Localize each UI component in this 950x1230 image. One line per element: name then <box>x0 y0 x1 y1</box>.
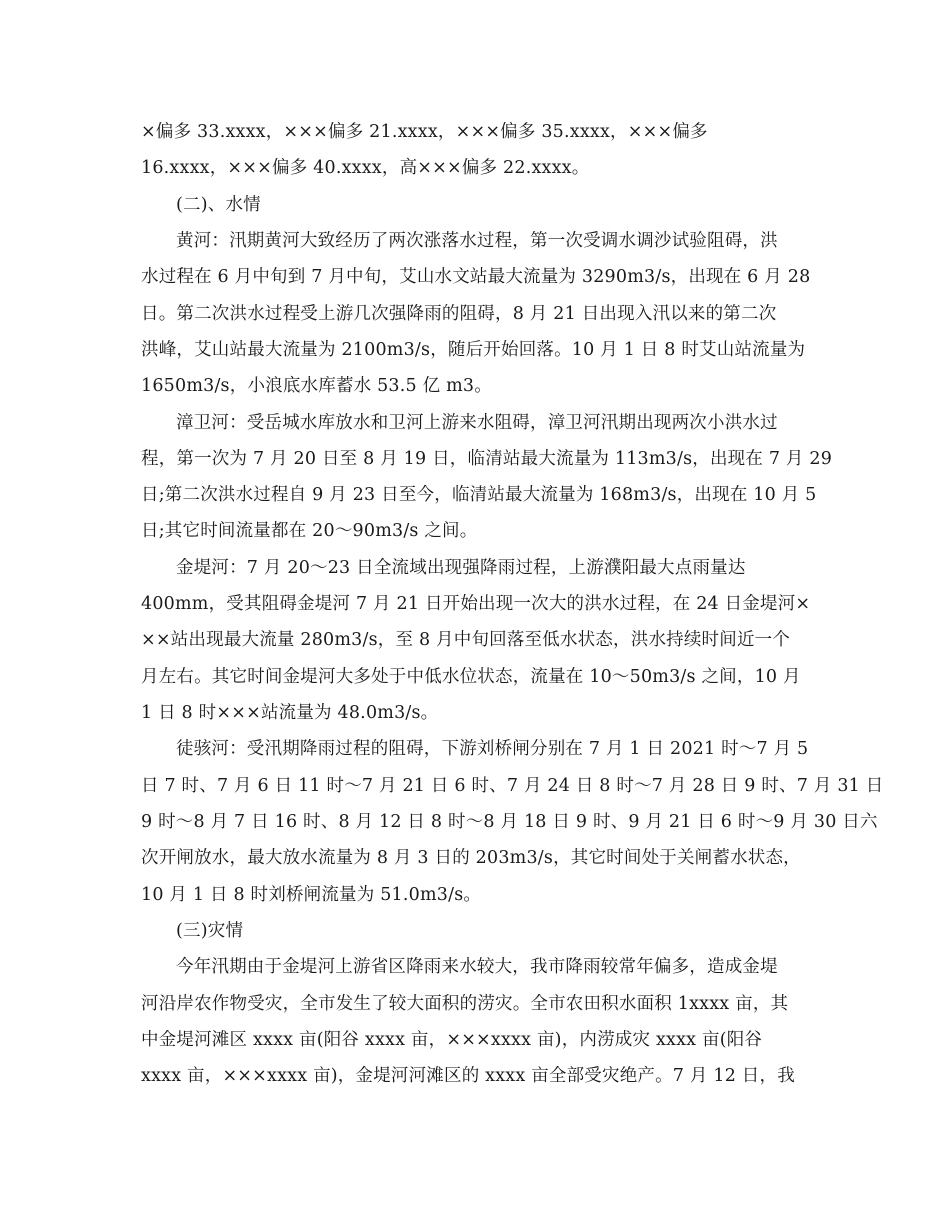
text-line: 河沿岸农作物受灾，全市发生了较大面积的涝灾。全市农田积水面积 1xxxx 亩，其 <box>141 994 789 1014</box>
section-heading: (三)灾情 <box>176 921 244 941</box>
paragraph-start: 黄河：汛期黄河大致经历了两次涨落水过程，第一次受调水调沙试验阻碍，洪 <box>176 231 778 251</box>
text-line: 1650m3/s，小浪底水库蓄水 53.5 亿 m3。 <box>141 376 492 396</box>
text-line: 洪峰，艾山站最大流量为 2100m3/s，随后开始回落。10 月 1 日 8 时艾山站流量为 <box>141 340 806 360</box>
section-heading: (二)、水情 <box>176 195 261 215</box>
text-line: 日。第二次洪水过程受上游几次强降雨的阻碍，8 月 21 日出现入汛以来的第二次 <box>141 304 777 324</box>
text-line: 中金堤河滩区 xxxx 亩(阳谷 xxxx 亩，×××xxxx 亩)，内涝成灾 xxxx 亩(阳谷 <box>141 1030 763 1050</box>
paragraph-start: 金堤河：7 月 20～23 日全流域出现强降雨过程，上游濮阳最大点雨量达 <box>176 558 746 578</box>
text-line: 16.xxxx，×××偏多 40.xxxx，高×××偏多 22.xxxx。 <box>141 158 590 178</box>
text-line: 9 时～8 月 7 日 16 时、8 月 12 日 8 时～8 月 18 日 9 时、9 月 21 日 6 时～9 月 30 日六 <box>141 812 878 832</box>
paragraph-start: 徒骇河：受汛期降雨过程的阻碍，下游刘桥闸分别在 7 月 1 日 2021 时～7 月 5 <box>176 739 809 759</box>
text-line: ××站出现最大流量 280m3/s，至 8 月中旬回落至低水状态，洪水持续时间近一个 <box>141 630 791 650</box>
text-line: 月左右。其它时间金堤河大多处于中低水位状态，流量在 10～50m3/s 之间，10 月 <box>141 667 801 687</box>
text-line: 日;其它时间流量都在 20～90m3/s 之间。 <box>141 521 478 541</box>
text-line: 400mm，受其阻碍金堤河 7 月 21 日开始出现一次大的洪水过程，在 24 日金堤河× <box>141 594 811 614</box>
text-line: 日 7 时、7 月 6 日 11 时～7 月 21 日 6 时、7 月 24 日 8 时～7 月 28 日 9 时、7 月 31 日 <box>141 776 884 796</box>
text-line: 次开闸放水，最大放水流量为 8 月 3 日的 203m3/s，其它时间处于关闸蓄水状态， <box>141 848 801 868</box>
text-line: 1 日 8 时×××站流量为 48.0m3/s。 <box>141 703 439 723</box>
text-line: 程，第一次为 7 月 20 日至 8 月 19 日，临清站最大流量为 113m3/s，出现在 7 月 29 <box>141 449 833 469</box>
text-line: ×偏多 33.xxxx，×××偏多 21.xxxx，×××偏多 35.xxxx，×××偏多 <box>141 122 708 142</box>
paragraph-start: 漳卫河：受岳城水库放水和卫河上游来水阻碍，漳卫河汛期出现两次小洪水过 <box>176 413 778 433</box>
text-line: 水过程在 6 月中旬到 7 月中旬，艾山水文站最大流量为 3290m3/s，出现在 6 月 28 <box>141 267 811 287</box>
text-line: xxxx 亩，×××xxxx 亩)，金堤河河滩区的 xxxx 亩全部受灾绝产。7 月 12 日，我 <box>141 1066 795 1086</box>
text-line: 10 月 1 日 8 时刘桥闸流量为 51.0m3/s。 <box>141 885 482 905</box>
text-line: 日;第二次洪水过程自 9 月 23 日至今，临清站最大流量为 168m3/s，出现在 10 月 5 <box>141 485 817 505</box>
paragraph-start: 今年汛期由于金堤河上游省区降雨来水较大，我市降雨较常年偏多，造成金堤 <box>176 957 778 977</box>
